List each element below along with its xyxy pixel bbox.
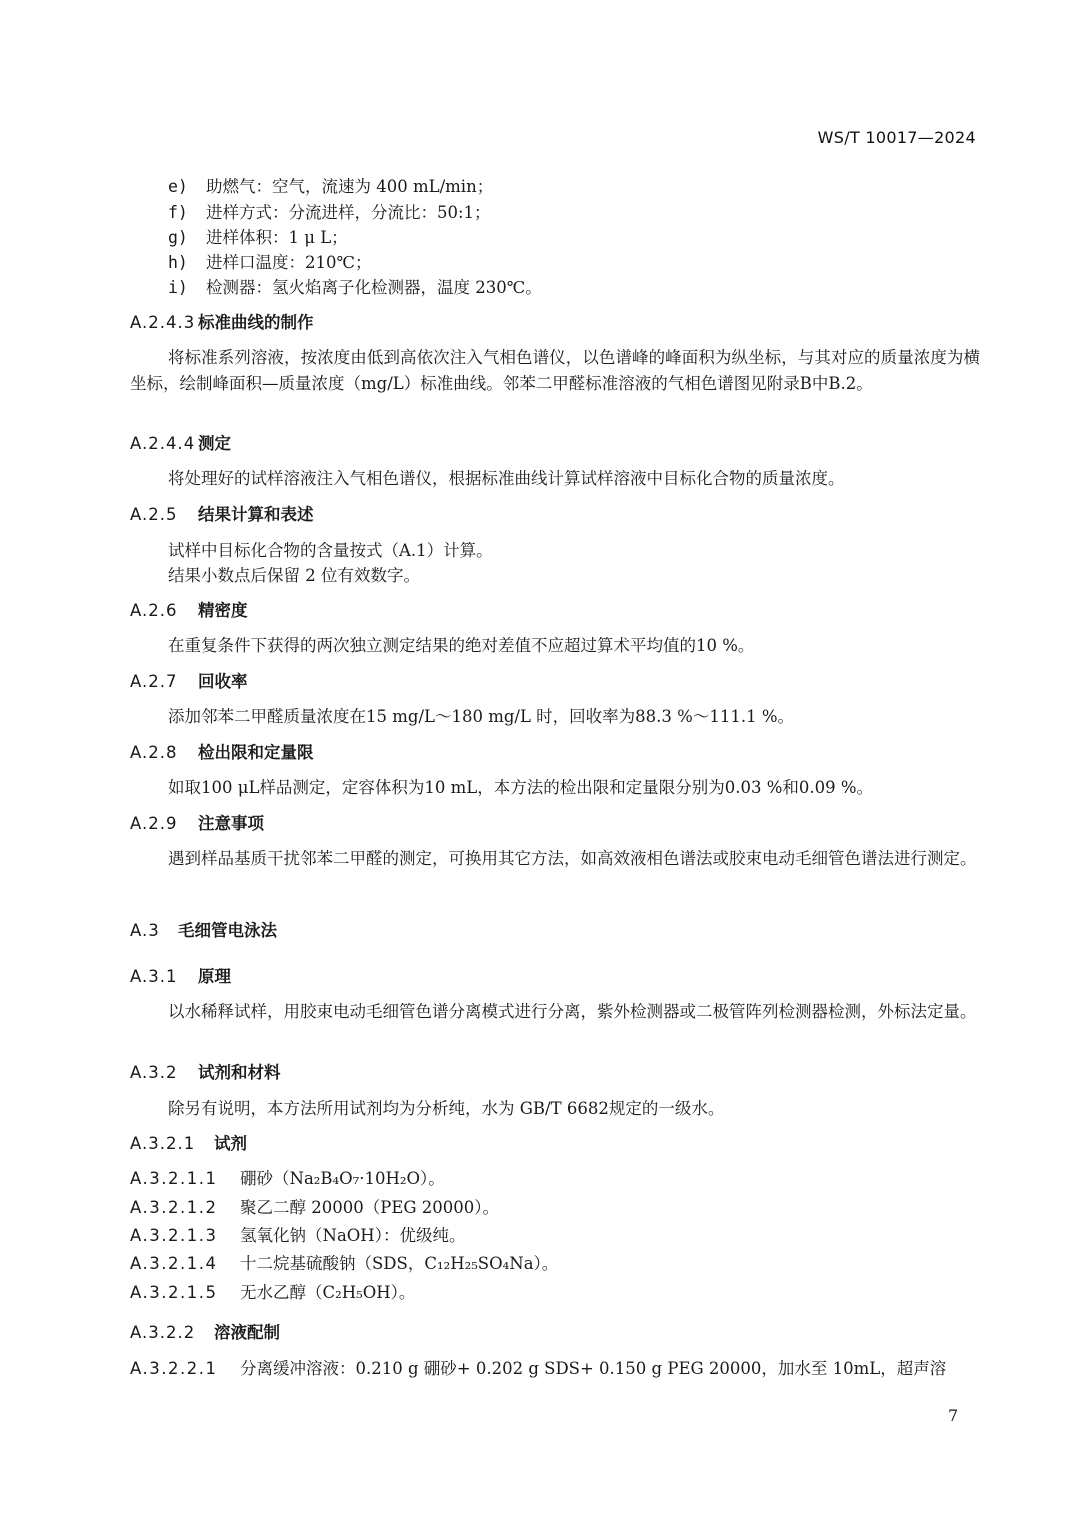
section-heading-a321: A.3.2.1 试剂 [130, 1134, 247, 1153]
list-item: e) 助燃气：空气，流速为 400 mL/min； [168, 177, 494, 196]
section-heading-a28: A.2.8 检出限和定量限 [130, 743, 314, 762]
list-item: g) 进样体积：1 μ L； [168, 228, 348, 247]
paragraph-calculation: 试样中目标化合物的含量按式（A.1）计算。 [168, 541, 493, 560]
paragraph-rounding: 结果小数点后保留 2 位有效数字。 [168, 566, 420, 585]
list-item: f) 进样方式：分流进样，分流比：50:1； [168, 203, 491, 222]
section-heading-a27: A.2.7 回收率 [130, 672, 248, 691]
standard-code: WS/T 10017—2024 [817, 128, 976, 147]
reagent-item: A.3.2.1.1 硼砂（Na₂B₄O₇·10H₂O）。 [130, 1169, 445, 1188]
section-heading-a322: A.3.2.2 溶液配制 [130, 1323, 280, 1342]
paragraph-precision: 在重复条件下获得的两次独立测定结果的绝对差值不应超过算术平均值的10 %。 [168, 636, 755, 655]
section-heading-a3: A.3 毛细管电泳法 [130, 921, 277, 940]
paragraph-detection-limit: 如取100 μL样品测定，定容体积为10 mL，本方法的检出限和定量限分别为0.03 %和0.09 %。 [168, 778, 874, 797]
section-heading-a29: A.2.9 注意事项 [130, 814, 264, 833]
page-number: 7 [948, 1406, 959, 1425]
section-heading-a243: A.2.4.3 标准曲线的制作 [130, 313, 314, 332]
list-item: i) 检测器：氢火焰离子化检测器，温度 230℃。 [168, 278, 542, 297]
section-heading-a244: A.2.4.4 测定 [130, 434, 231, 453]
paragraph-determination: 将处理好的试样溶液注入气相色谱仪，根据标准曲线计算试样溶液中目标化合物的质量浓度。 [168, 469, 845, 488]
reagent-item: A.3.2.1.2 聚乙二醇 20000（PEG 20000）。 [130, 1198, 500, 1217]
list-item: h) 进样口温度：210℃； [168, 253, 372, 272]
reagent-item: A.3.2.1.5 无水乙醇（C₂H₅OH）。 [130, 1283, 416, 1302]
paragraph-notes: 遇到样品基质干扰邻苯二甲醛的测定，可换用其它方法，如高效液相色谱法或胶束电动毛细管色谱法进行测定。 [168, 849, 977, 868]
section-heading-a26: A.2.6 精密度 [130, 601, 248, 620]
solution-item: A.3.2.2.1 分离缓冲溶液：0.210 g 硼砂+ 0.202 g SDS+ 0.150 g PEG 20000，加水至 10mL，超声溶 [130, 1359, 947, 1378]
section-heading-a25: A.2.5 结果计算和表述 [130, 505, 314, 524]
section-heading-a32: A.3.2 试剂和材料 [130, 1063, 281, 1082]
paragraph-recovery: 添加邻苯二甲醛质量浓度在15 mg/L～180 mg/L 时，回收率为88.3 %～111.1 %。 [168, 707, 794, 726]
reagent-item: A.3.2.1.4 十二烷基硫酸钠（SDS，C₁₂H₂₅SO₄Na）。 [130, 1254, 559, 1273]
paragraph-calibration-curve: 将标准系列溶液，按浓度由低到高依次注入气相色谱仪，以色谱峰的峰面积为纵坐标，与其对应的质量浓度为横坐标，绘制峰面积—质量浓度（mg/L）标准曲线。邻苯二甲醛标准溶液的气相色谱图见附录B中B.2。 [130, 348, 980, 393]
section-heading-a31: A.3.1 原理 [130, 967, 231, 986]
paragraph-reagents-materials: 除另有说明，本方法所用试剂均为分析纯，水为 GB/T 6682规定的一级水。 [168, 1099, 725, 1118]
paragraph-principle: 以水稀释试样，用胶束电动毛细管色谱分离模式进行分离，紫外检测器或二极管阵列检测器检测，外标法定量。 [168, 1002, 977, 1021]
reagent-item: A.3.2.1.3 氢氧化钠（NaOH）：优级纯。 [130, 1226, 466, 1245]
